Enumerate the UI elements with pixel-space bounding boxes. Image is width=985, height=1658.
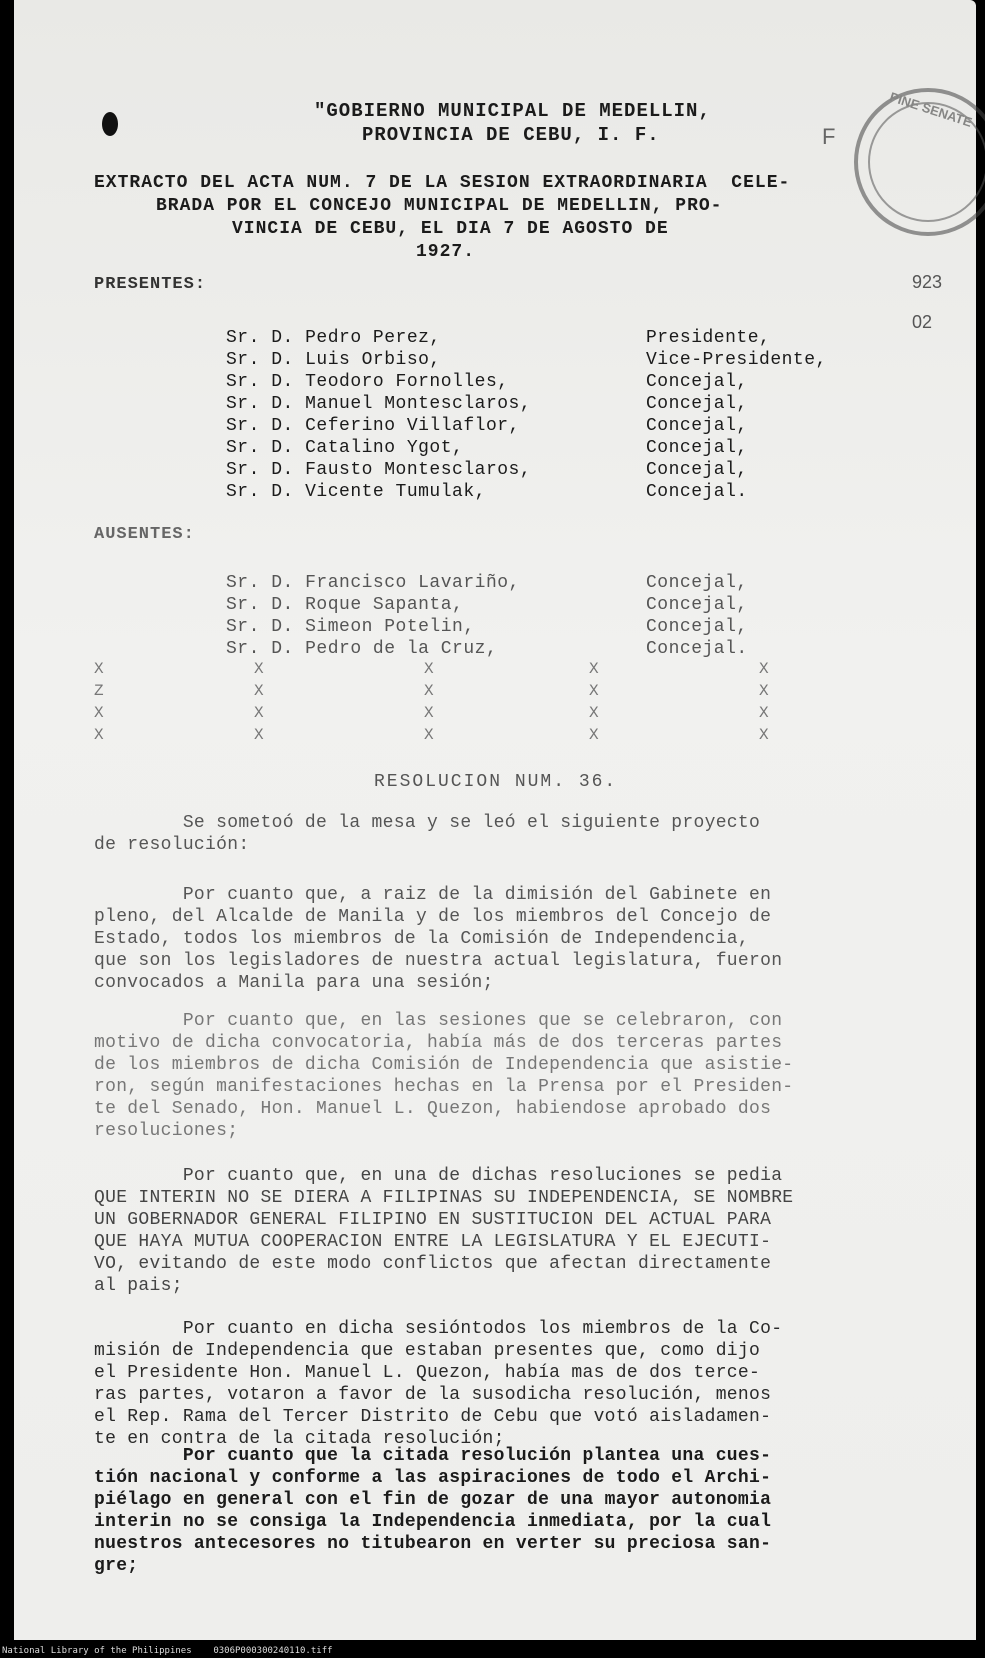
extract-line: BRADA POR EL CONCEJO MUNICIPAL DE MEDELLIN, PRO- [156, 196, 723, 216]
ausentes-label: AUSENTES: [94, 525, 195, 544]
text-line: gre; [94, 1556, 139, 1576]
separator-row [94, 660, 794, 682]
member-name: Sr. D. Pedro Perez, [226, 328, 441, 348]
member-row [226, 481, 876, 503]
text-line: motivo de dicha convocatoria, había más de dos terceras partes [94, 1033, 783, 1053]
member-role: Concejal, [646, 573, 748, 593]
separator-mark: X [94, 726, 104, 744]
member-name: Sr. D. Catalino Ygot, [226, 438, 464, 458]
separator-mark: X [759, 682, 769, 700]
text-line: misión de Independencia que estaban presentes que, como dijo [94, 1341, 761, 1361]
member-name: Sr. D. Ceferino Villaflor, [226, 416, 520, 436]
member-role: Concejal, [646, 416, 748, 436]
member-row [226, 594, 876, 616]
separator-mark: X [424, 682, 434, 700]
text-line: UN GOBERNADOR GENERAL FILIPINO EN SUSTITUCION DEL ACTUAL PARA [94, 1210, 772, 1230]
stamp-text: PINE SENATE [887, 89, 974, 130]
separator-mark: X [589, 682, 599, 700]
separator-mark: X [424, 660, 434, 678]
separator-mark: X [254, 726, 264, 744]
member-role: Concejal. [646, 639, 748, 659]
text-line: VO, evitando de este modo conflictos que afectan directamente [94, 1254, 772, 1274]
text-line: Por cuanto que, en una de dichas resoluciones se pedia [94, 1166, 783, 1186]
member-role: Concejal, [646, 595, 748, 615]
text-line: interin no se consiga la Independencia inmediata, por la cual [94, 1512, 772, 1532]
paragraph-whereas-5 [94, 1445, 924, 1577]
member-name: Sr. D. Vicente Tumulak, [226, 482, 486, 502]
margin-number-923: 923 [912, 272, 943, 292]
paragraph-whereas-4 [94, 1318, 924, 1450]
member-row [226, 327, 876, 349]
paragraph-whereas-3 [94, 1165, 924, 1297]
member-row [226, 349, 876, 371]
separator-row [94, 726, 794, 748]
member-role: Concejal, [646, 617, 748, 637]
separator-mark: X [589, 660, 599, 678]
document-page [14, 0, 976, 1640]
member-name: Sr. D. Roque Sapanta, [226, 595, 464, 615]
separator-mark: X [424, 726, 434, 744]
text-line: Estado, todos los miembros de la Comisión de Independencia, [94, 929, 750, 949]
absent-members-list [226, 572, 876, 660]
punch-hole [102, 112, 118, 136]
presentes-label: PRESENTES: [94, 275, 207, 294]
separator-mark: X [254, 660, 264, 678]
member-role: Concejal, [646, 460, 748, 480]
member-row [226, 393, 876, 415]
separator-mark: X [94, 704, 104, 722]
separator-mark: X [254, 704, 264, 722]
member-role: Concejal, [646, 394, 748, 414]
separator-row [94, 704, 794, 726]
margin-mark-f: F [822, 124, 836, 149]
text-line: nuestros antecesores no titubearon en verter su preciosa san- [94, 1534, 772, 1554]
margin-number-02: 02 [912, 312, 933, 332]
text-line: QUE INTERIN NO SE DIERA A FILIPINAS SU INDEPENDENCIA, SE NOMBRE [94, 1188, 794, 1208]
text-line: tión nacional y conforme a las aspiraciones de todo el Archi- [94, 1468, 772, 1488]
separator-mark: X [589, 726, 599, 744]
text-line: resoluciones; [94, 1121, 239, 1141]
paragraph-whereas-1 [94, 884, 924, 994]
text-line: el Rep. Rama del Tercer Distrito de Cebu que votó aisladamen- [94, 1407, 772, 1427]
member-row [226, 437, 876, 459]
member-name: Sr. D. Fausto Montesclaros, [226, 460, 532, 480]
member-name: Sr. D. Pedro de la Cruz, [226, 639, 498, 659]
text-line: de resolución: [94, 835, 250, 855]
text-line: QUE HAYA MUTUA COOPERACION ENTRE LA LEGISLATURA Y EL EJECUTI- [94, 1232, 772, 1252]
member-row [226, 415, 876, 437]
text-line: te en contra de la citada resolución; [94, 1429, 505, 1449]
text-line: el Presidente Hon. Manuel L. Quezon, había mas de dos terce- [94, 1363, 761, 1383]
member-name: Sr. D. Francisco Lavariño, [226, 573, 520, 593]
separator-mark: X [759, 704, 769, 722]
extract-line: 1927. [416, 242, 476, 262]
separator-mark: X [94, 660, 104, 678]
member-role: Concejal, [646, 372, 748, 392]
text-line: de los miembros de dicha Comisión de Independencia que asistie- [94, 1055, 794, 1075]
member-role: Concejal. [646, 482, 748, 502]
member-role: Concejal, [646, 438, 748, 458]
text-line: te del Senado, Hon. Manuel L. Quezon, habiendose aprobado dos [94, 1099, 772, 1119]
text-line: Por cuanto que, en las sesiones que se celebraron, con [94, 1011, 783, 1031]
separator-row [94, 682, 794, 704]
text-line: que son los legisladores de nuestra actual legislatura, fueron [94, 951, 783, 971]
member-name: Sr. D. Luis Orbiso, [226, 350, 441, 370]
text-line: al pais; [94, 1276, 183, 1296]
text-line: Por cuanto en dicha sesióntodos los miembros de la Co- [94, 1319, 783, 1339]
member-row [226, 459, 876, 481]
member-role: Vice-Presidente, [646, 350, 827, 370]
extract-title [94, 172, 894, 264]
separator-mark: X [254, 682, 264, 700]
member-row [226, 616, 876, 638]
separator-mark: X [589, 704, 599, 722]
text-line: Por cuanto que la citada resolución plantea una cues- [94, 1446, 772, 1466]
header-line-2: PROVINCIA DE CEBU, I. F. [362, 124, 660, 146]
separator-mark: X [424, 704, 434, 722]
text-line: ron, según manifestaciones hechas en la Prensa por el Presiden- [94, 1077, 794, 1097]
text-line: convocados a Manila para una sesión; [94, 973, 494, 993]
separator-mark: X [759, 726, 769, 744]
text-line: ras partes, votaron a favor de la susodicha resolución, menos [94, 1385, 772, 1405]
member-role: Presidente, [646, 328, 771, 348]
member-name: Sr. D. Teodoro Fornolles, [226, 372, 509, 392]
member-name: Sr. D. Manuel Montesclaros, [226, 394, 532, 414]
header-line-1: "GOBIERNO MUNICIPAL DE MEDELLIN, [314, 100, 711, 122]
extract-line: VINCIA DE CEBU, EL DIA 7 DE AGOSTO DE [232, 219, 669, 239]
x-separator [94, 660, 794, 748]
present-members-list [226, 327, 876, 503]
text-line: Se sometoó de la mesa y se leó el siguiente proyecto [94, 813, 761, 833]
extract-line: EXTRACTO DEL ACTA NUM. 7 DE LA SESION EXTRAORDINARIA CELE- [94, 173, 791, 193]
text-line: Por cuanto que, a raiz de la dimisión del Gabinete en [94, 885, 772, 905]
text-line: pleno, del Alcalde de Manila y de los miembros del Concejo de [94, 907, 772, 927]
separator-mark: X [759, 660, 769, 678]
text-line: piélago en general con el fin de gozar de una mayor autonomia [94, 1490, 772, 1510]
member-name: Sr. D. Simeon Potelin, [226, 617, 475, 637]
paragraph-whereas-2 [94, 1010, 924, 1142]
member-row [226, 572, 876, 594]
separator-mark: Z [94, 682, 104, 700]
paragraph-intro [94, 812, 924, 856]
resolution-title: RESOLUCION NUM. 36. [374, 772, 618, 792]
scan-footer: National Library of the Philippines 0306P000300240110.tiff [2, 1646, 333, 1656]
member-row [226, 638, 876, 660]
member-row [226, 371, 876, 393]
